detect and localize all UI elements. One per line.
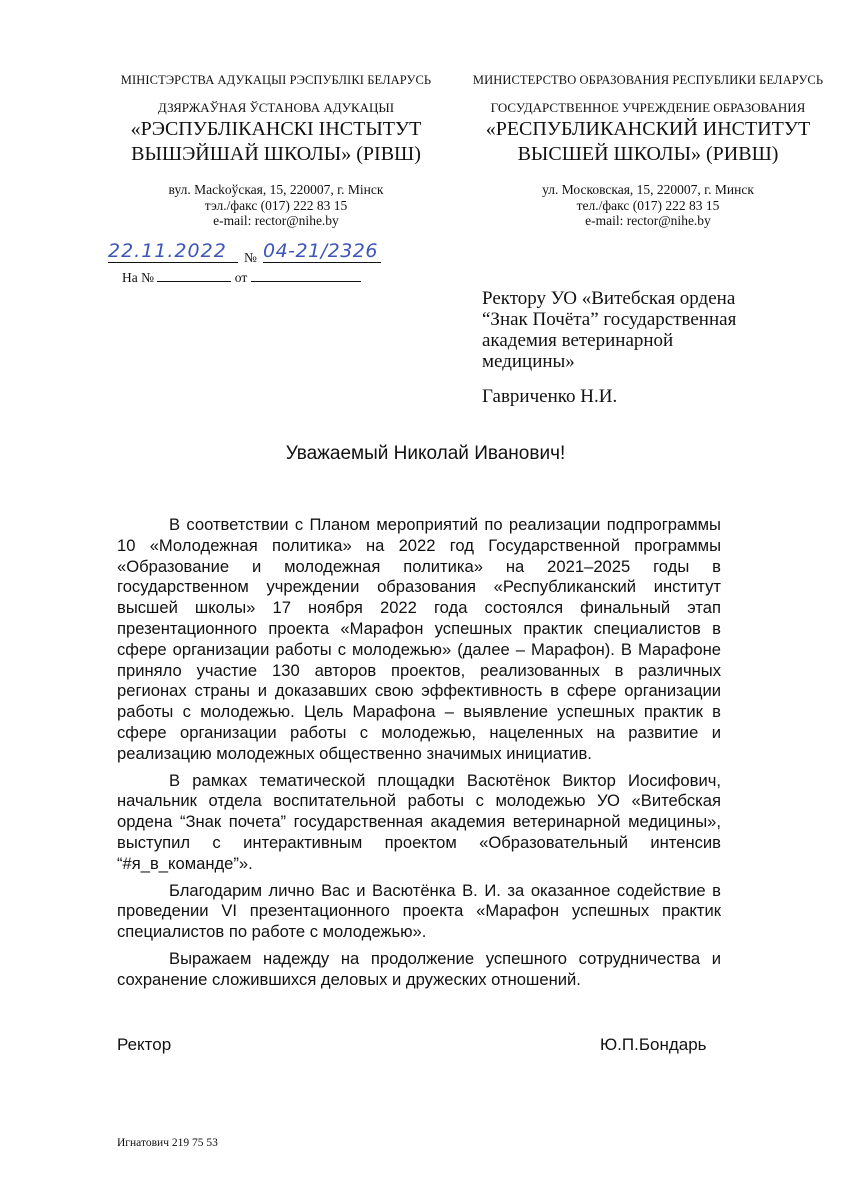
handwritten-outgoing-number: 04-21/2326 bbox=[263, 240, 381, 263]
recipient-line-4: медицины» bbox=[482, 351, 575, 372]
reference-number-label: На № bbox=[122, 270, 154, 285]
reference-line bbox=[122, 270, 361, 286]
registration-block bbox=[108, 240, 388, 285]
recipient-block bbox=[482, 288, 802, 407]
institution-name-ru-line1: «РЕСПУБЛИКАНСКИЙ ИНСТИТУТ bbox=[485, 118, 811, 140]
institution-type-be: ДЗЯРЖАЎНАЯ ЎСТАНОВА АДУКАЦЫІ bbox=[157, 100, 395, 115]
address-be: вул. Масkоўская, 15, 220007, г. Мінск bbox=[168, 182, 384, 197]
email-ru: e-mail: rector@nihe.by bbox=[585, 213, 711, 228]
ministry-name-ru: МИНИСТЕРСТВО ОБРАЗОВАНИЯ РЕСПУБЛИКИ БЕЛАРУСЬ bbox=[472, 73, 824, 87]
ministry-name-be: МІНІСТЭРСТВА АДУКАЦЫІ РЭСПУБЛІКІ БЕЛАРУСЬ bbox=[120, 73, 432, 87]
number-label: № bbox=[244, 250, 257, 265]
institution-name-be-line1: «РЭСПУБЛІКАНСКІ ІНСТЫТУТ bbox=[130, 118, 422, 140]
recipient-name: Гавриченко Н.И. bbox=[482, 386, 618, 407]
phone-be: тэл./факс (017) 222 83 15 bbox=[204, 197, 348, 213]
reference-number-blank bbox=[157, 271, 231, 282]
letterhead-belarusian bbox=[108, 72, 444, 229]
signatory-title: Ректор bbox=[117, 1035, 172, 1054]
reference-date-blank bbox=[251, 271, 361, 282]
institution-name-be-line2: ВЫШЭЙШАЙ ШКОЛЫ» (РІВШ) bbox=[131, 143, 421, 165]
executor-contact: Игнатович 219 75 53 bbox=[117, 1137, 218, 1149]
handwritten-date: 22.11.2022 bbox=[108, 240, 238, 263]
institution-name-ru-line2: ВЫСШЕЙ ШКОЛЫ» (РИВШ) bbox=[517, 143, 779, 165]
body-paragraph: В рамках тематической площадки Васютёнок Виктор Иосифович, начальник отдела воспитательной работы с молодежью УО «Витебская ордена “Знак почета” государственная академия ветеринарной медицины», выступил с интерактивным проектом «Образовательный интенсив “#я_в_команде”». bbox=[117, 770, 721, 873]
signatory-name: Ю.П.Бондарь bbox=[600, 1035, 707, 1054]
body-paragraph: В соответствии с Планом мероприятий по реализации подпрограммы 10 «Молодежная политика» на 2022 год Государственной программы «Образование и молодежная политика» на 2021–2025 годы в государственном учреждении образования «Республиканский институт высшей школы» 17 ноября 2022 года состоялся финальный этап презентационного проекта «Марафон успешных практик специалистов в сфере организации работы с молодежью» (далее – Марафон). В Марафоне приняло участие 130 авторов проектов, реализованных в различных регионах страны и доказавших свою эффективность в сфере организации работы с молодежью. Цель Марафона – выявление успешных практик в сфере организации работы с молодежью, нацеленных на развитие и реализацию молодежных общественно значимых инициатив. bbox=[117, 515, 721, 763]
recipient-line-1: Ректору УО «Витебская ордена bbox=[482, 288, 736, 309]
email-be: e-mail: rector@nihe.by bbox=[213, 213, 339, 228]
body-paragraph: Выражаем надежду на продолжение успешного сотрудничества и сохранение сложившихся деловых и дружеских отношений. bbox=[117, 948, 721, 989]
recipient-line-2: “Знак Почёта” государственная bbox=[482, 309, 737, 330]
phone-ru: тел./факс (017) 222 83 15 bbox=[576, 197, 720, 213]
address-ru: ул. Московская, 15, 220007, г. Минск bbox=[542, 182, 754, 197]
reference-date-label: от bbox=[234, 270, 248, 285]
body-paragraph: Благодарим лично Вас и Васютёнка В. И. за оказанное содействие в проведении VI презентационного проекта «Марафон успешных практик специалистов по работе с молодежью». bbox=[117, 880, 721, 942]
letterhead-russian bbox=[470, 72, 826, 229]
salutation: Уважаемый Николай Иванович! bbox=[285, 443, 566, 464]
recipient-line-3: академия ветеринарной bbox=[482, 330, 674, 351]
letter-body bbox=[117, 515, 721, 997]
institution-type-ru: ГОСУДАРСТВЕННОЕ УЧРЕЖДЕНИЕ ОБРАЗОВАНИЯ bbox=[490, 100, 806, 115]
